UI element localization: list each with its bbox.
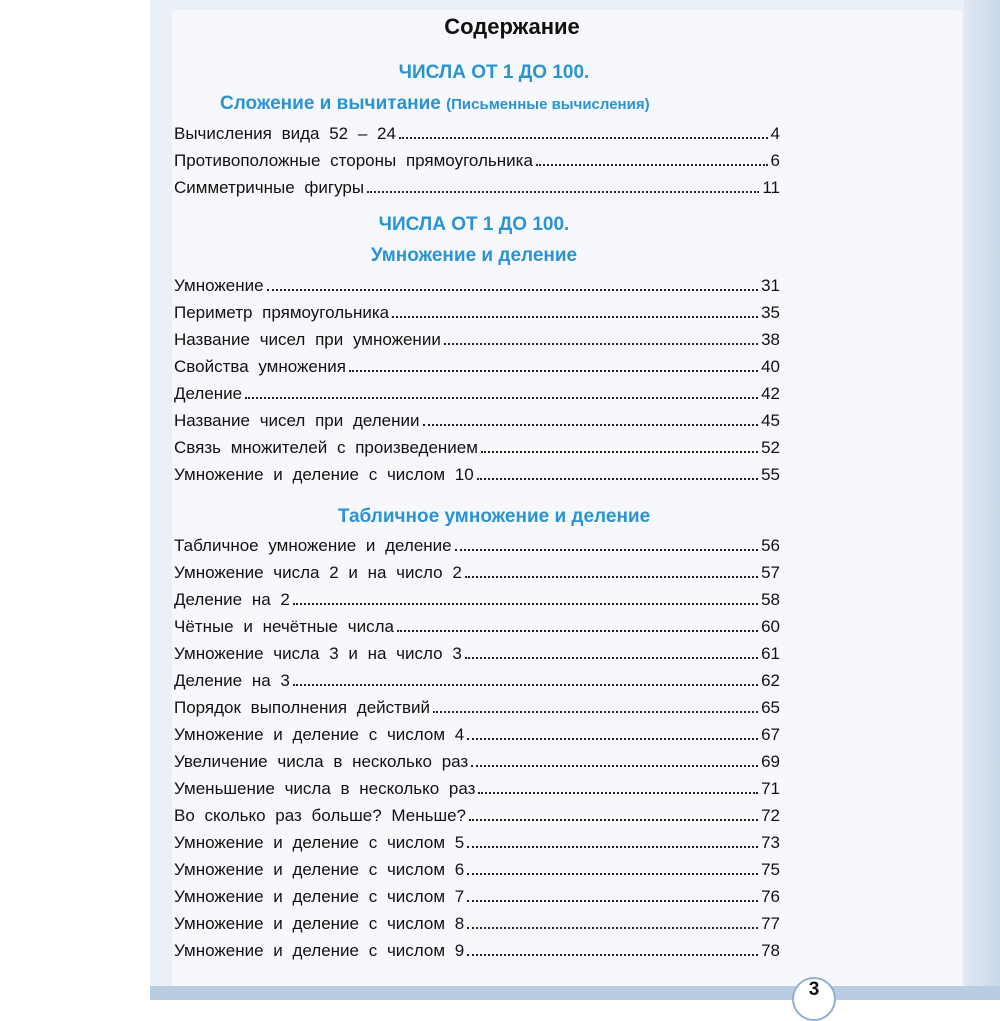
toc-row-label: Название чисел при делении (174, 411, 420, 430)
dot-leader (397, 629, 758, 632)
toc-row[interactable] (174, 854, 780, 880)
toc-row-page: 76 (761, 887, 780, 906)
toc-row[interactable] (174, 908, 780, 934)
dot-leader (455, 548, 758, 551)
toc-row-label: Связь множителей с произведением (174, 438, 478, 457)
toc-row[interactable] (174, 459, 780, 485)
toc-row-page: 71 (761, 779, 780, 798)
toc-row-label: Чётные и нечётные числа (174, 617, 394, 636)
toc-row-page: 65 (761, 698, 780, 717)
dot-leader (467, 926, 758, 929)
dot-leader (399, 136, 768, 139)
dot-leader (467, 872, 758, 875)
toc-row-label: Умножение и деление с числом 5 (174, 833, 465, 852)
dot-leader (469, 818, 758, 821)
table-of-contents (174, 0, 786, 1000)
toc-row-page: 67 (761, 725, 780, 744)
dot-leader (481, 450, 758, 453)
toc-row-label: Умножение (174, 276, 264, 295)
page-number-text: 3 (808, 979, 820, 1000)
toc-row-label: Увеличение числа в несколько раз (174, 752, 469, 771)
toc-row-label: Во сколько раз больше? Меньше? (174, 806, 467, 825)
toc-row-page: 78 (761, 941, 780, 960)
toc-row-label: Умножение числа 2 и на число 2 (174, 563, 462, 582)
dot-leader (536, 163, 768, 166)
section-3-subheading: Табличное умножение и деление (337, 506, 651, 527)
toc-row[interactable] (174, 324, 780, 350)
toc-row[interactable] (174, 881, 780, 907)
toc-row-label: Свойства умножения (174, 357, 346, 376)
toc-row-page: 61 (761, 644, 780, 663)
toc-row-label: Умножение и деление с числом 8 (174, 914, 465, 933)
toc-row-page: 55 (761, 465, 780, 484)
toc-row-page: 4 (770, 124, 780, 143)
toc-row[interactable] (174, 145, 780, 171)
dot-leader (245, 396, 758, 399)
toc-row-label: Вычисления вида 52 – 24 (174, 124, 396, 143)
dot-leader (349, 369, 758, 372)
page-title: Содержание (444, 14, 580, 39)
dot-leader (444, 342, 758, 345)
toc-row-page: 45 (761, 411, 780, 430)
toc-row-page: 52 (761, 438, 780, 457)
dot-leader (293, 602, 758, 605)
toc-row[interactable] (174, 746, 780, 772)
toc-row[interactable] (174, 773, 780, 799)
dot-leader (467, 899, 758, 902)
dot-leader (367, 190, 759, 193)
toc-row-page: 73 (761, 833, 780, 852)
toc-row[interactable] (174, 665, 780, 691)
toc-row[interactable] (174, 297, 780, 323)
toc-row-page: 77 (761, 914, 780, 933)
toc-row-page: 57 (761, 563, 780, 582)
toc-row[interactable] (174, 378, 780, 404)
toc-row-label: Умножение числа 3 и на число 3 (174, 644, 462, 663)
toc-row[interactable] (174, 351, 780, 377)
toc-row-page: 40 (761, 357, 780, 376)
toc-row-page: 31 (761, 276, 780, 295)
toc-row-page: 6 (770, 151, 780, 170)
section-2-subheading: Умножение и деление (370, 245, 578, 266)
toc-row-label: Деление на 2 (174, 590, 290, 609)
toc-row[interactable] (174, 584, 780, 610)
toc-row-page: 56 (761, 536, 780, 555)
toc-row[interactable] (174, 530, 780, 556)
toc-row-label: Периметр прямоугольника (174, 303, 390, 322)
section-1-subheading-note: (Письменные вычисления) (446, 96, 650, 113)
section-1-heading: ЧИСЛА ОТ 1 ДО 100. (398, 62, 590, 83)
dot-leader (293, 683, 758, 686)
toc-row[interactable] (174, 638, 780, 664)
toc-row-page: 72 (761, 806, 780, 825)
page-edge-strip (964, 0, 1000, 1000)
toc-row[interactable] (174, 172, 780, 198)
toc-row-label: Умножение и деление с числом 10 (174, 465, 474, 484)
toc-row-label: Уменьшение числа в несколько раз (174, 779, 476, 798)
toc-row-label: Умножение и деление с числом 9 (174, 941, 465, 960)
toc-row-label: Умножение и деление с числом 7 (174, 887, 465, 906)
toc-row-page: 62 (761, 671, 780, 690)
dot-leader (471, 764, 758, 767)
dot-leader (478, 791, 758, 794)
dot-leader (423, 423, 759, 426)
toc-row[interactable] (174, 118, 780, 144)
toc-row[interactable] (174, 935, 780, 961)
toc-row[interactable] (174, 557, 780, 583)
dot-leader (433, 710, 758, 713)
toc-row[interactable] (174, 611, 780, 637)
toc-row-page: 75 (761, 860, 780, 879)
toc-row-page: 60 (761, 617, 780, 636)
toc-row-label: Симметричные фигуры (174, 178, 365, 197)
toc-row[interactable] (174, 405, 780, 431)
toc-row-label: Название чисел при умножении (174, 330, 441, 349)
section-1-subheading-text: Сложение и вычитание (220, 93, 441, 114)
dot-leader (467, 845, 758, 848)
toc-row-label: Умножение и деление с числом 4 (174, 725, 465, 744)
toc-row[interactable] (174, 827, 780, 853)
toc-row-label: Деление (174, 384, 243, 403)
section-2-heading: ЧИСЛА ОТ 1 ДО 100. (378, 214, 570, 235)
dot-leader (467, 953, 758, 956)
toc-row-page: 69 (761, 752, 780, 771)
toc-row-page: 42 (761, 384, 780, 403)
toc-row-label: Противоположные стороны прямоугольника (174, 151, 533, 170)
toc-row-label: Порядок выполнения действий (174, 698, 430, 717)
toc-row-page: 11 (762, 178, 780, 197)
dot-leader (465, 575, 758, 578)
dot-leader (477, 477, 758, 480)
toc-row[interactable] (174, 719, 780, 745)
toc-row[interactable] (174, 270, 780, 296)
dot-leader (465, 656, 758, 659)
dot-leader (392, 315, 758, 318)
toc-row[interactable] (174, 692, 780, 718)
toc-row[interactable] (174, 800, 780, 826)
toc-row[interactable] (174, 432, 780, 458)
section-1-subheading (220, 93, 780, 115)
page-number-badge (792, 977, 836, 1021)
dot-leader (267, 288, 759, 291)
toc-row-page: 38 (761, 330, 780, 349)
toc-row-label: Умножение и деление с числом 6 (174, 860, 465, 879)
toc-row-page: 58 (761, 590, 780, 609)
toc-row-label: Табличное умножение и деление (174, 536, 452, 555)
toc-row-page: 35 (761, 303, 780, 322)
dot-leader (467, 737, 758, 740)
toc-row-label: Деление на 3 (174, 671, 290, 690)
